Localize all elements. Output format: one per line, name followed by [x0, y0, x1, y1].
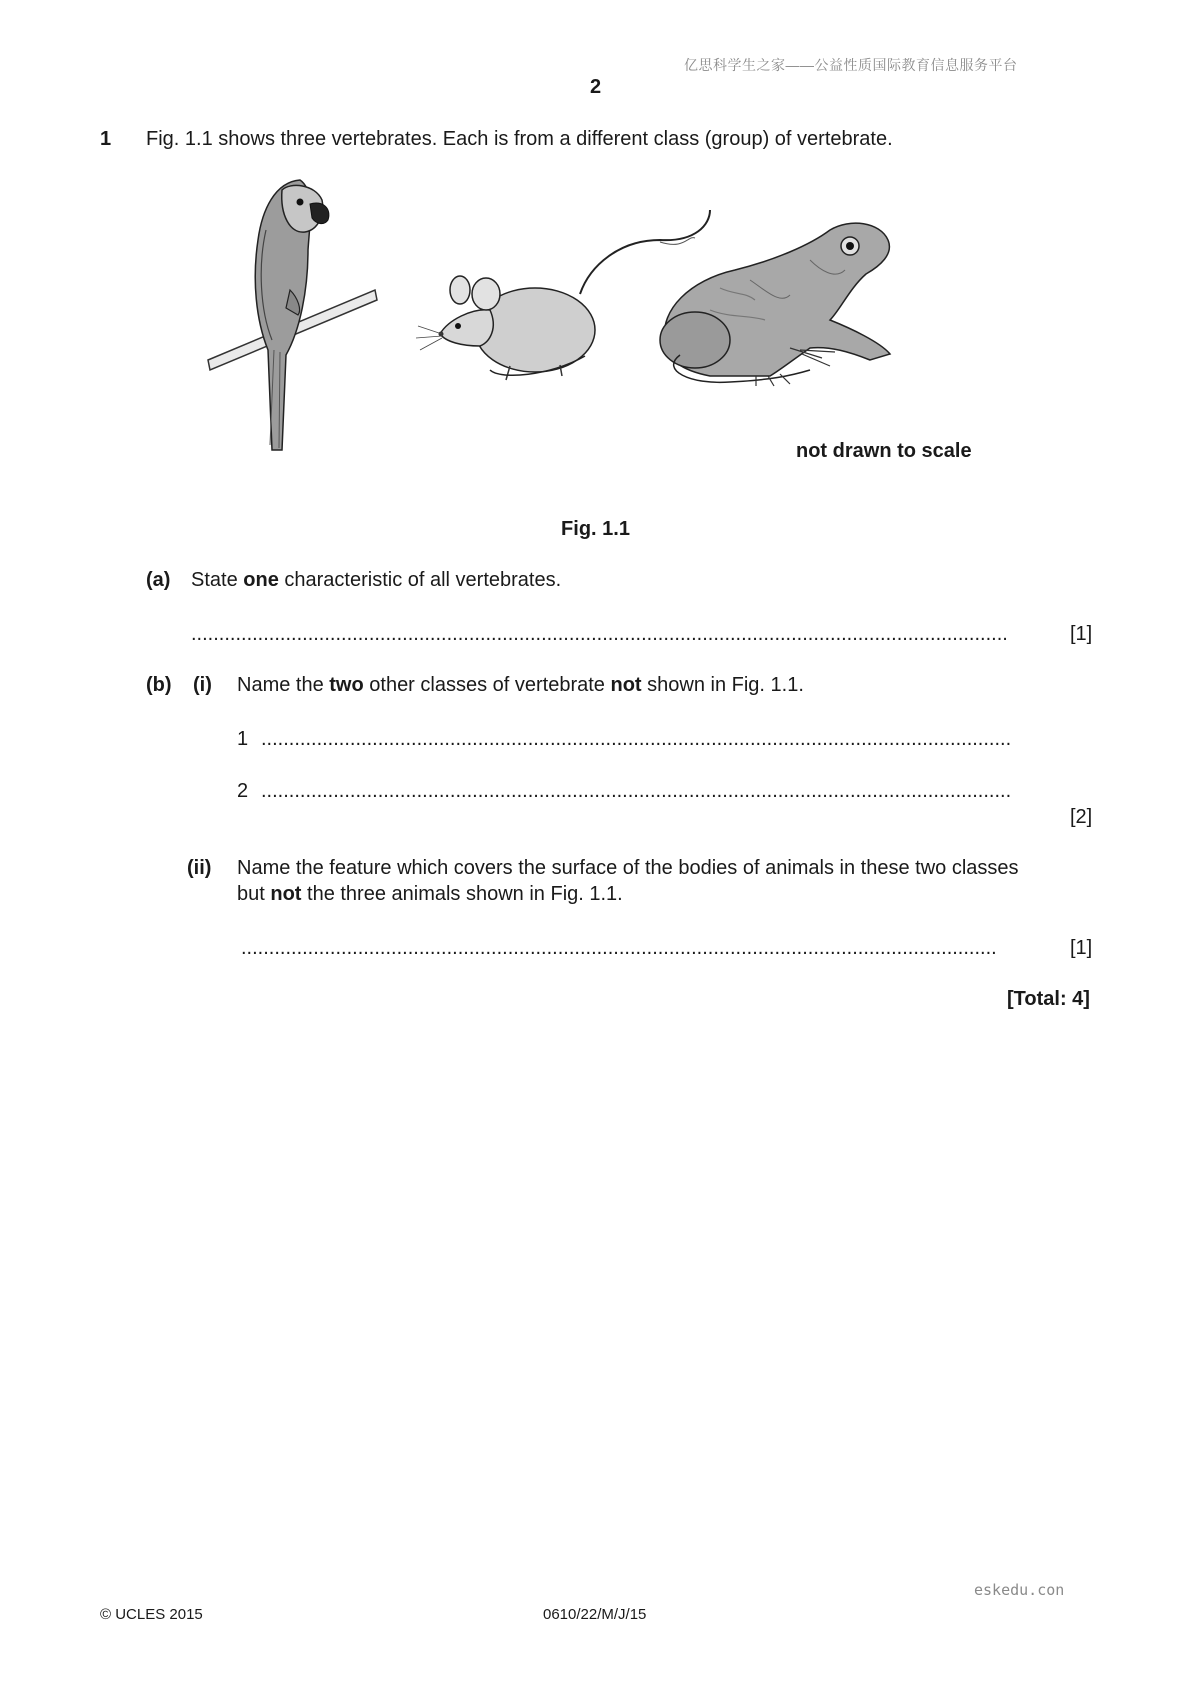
question-number: 1	[100, 128, 112, 150]
part-b-i-line1-number: 1	[237, 728, 249, 750]
part-b-i-label: (i)	[193, 674, 212, 696]
part-b-i-bold-2: not	[610, 674, 642, 696]
figure-1-1	[190, 170, 970, 475]
part-a-text-pre: State	[191, 569, 244, 591]
part-b-i-question	[237, 674, 804, 697]
part-a-question	[191, 569, 561, 592]
footer-paper-code: 0610/22/M/J/15	[543, 1606, 647, 1623]
page-number: 2	[589, 76, 602, 98]
part-a-answer-line[interactable]: ...................................................................................................................................................	[191, 623, 1008, 645]
part-b-i-text-2: other classes of vertebrate	[363, 674, 611, 696]
part-b-i-bold-1: two	[329, 674, 364, 696]
part-b-ii-line-1: Name the feature which covers the surface of the bodies of animals in these two classes	[237, 857, 1019, 879]
part-a-text-bold: one	[243, 569, 279, 591]
question-intro: Fig. 1.1 shows three vertebrates. Each is from a different class (group) of vertebrate.	[146, 128, 893, 150]
part-b-ii-answer-line[interactable]: ........................................................................................................................................	[241, 937, 997, 959]
frog-icon	[660, 223, 890, 386]
part-a-label: (a)	[146, 569, 171, 591]
scale-note: not drawn to scale	[796, 440, 972, 462]
part-b-ii-question	[237, 857, 1107, 906]
part-b-i-marks: [2]	[1070, 806, 1093, 828]
part-b-ii-text-post: the three animals shown in Fig. 1.1.	[301, 883, 623, 905]
part-b-label: (b)	[146, 674, 172, 696]
question-total: [Total: 4]	[1007, 988, 1090, 1010]
part-b-ii-text-bold: not	[270, 883, 302, 905]
part-b-ii-text-pre: but	[237, 883, 271, 905]
part-b-i-answer-line-2[interactable]: .......................................................................................................................................	[261, 780, 1012, 802]
figure-caption: Fig. 1.1	[561, 518, 630, 540]
part-b-i-line2-number: 2	[237, 780, 249, 802]
part-b-i-text-3: shown in Fig. 1.1.	[641, 674, 804, 696]
footer-copyright: © UCLES 2015	[100, 1606, 203, 1623]
part-b-ii-marks: [1]	[1070, 937, 1093, 959]
part-a-text-post: characteristic of all vertebrates.	[278, 569, 562, 591]
figure-illustration	[190, 170, 970, 470]
part-b-i-answer-line-1[interactable]: .......................................................................................................................................	[261, 728, 1012, 750]
part-a-marks: [1]	[1070, 623, 1093, 645]
parrot-icon	[208, 180, 377, 450]
part-b-ii-label: (ii)	[187, 857, 212, 879]
header-watermark: 亿思科学生之家——公益性质国际教育信息服务平台	[684, 57, 1018, 73]
part-b-ii-line-2	[237, 883, 1107, 906]
footer-watermark: eskedu.con	[974, 1581, 1065, 1599]
part-b-i-text-1: Name the	[237, 674, 330, 696]
